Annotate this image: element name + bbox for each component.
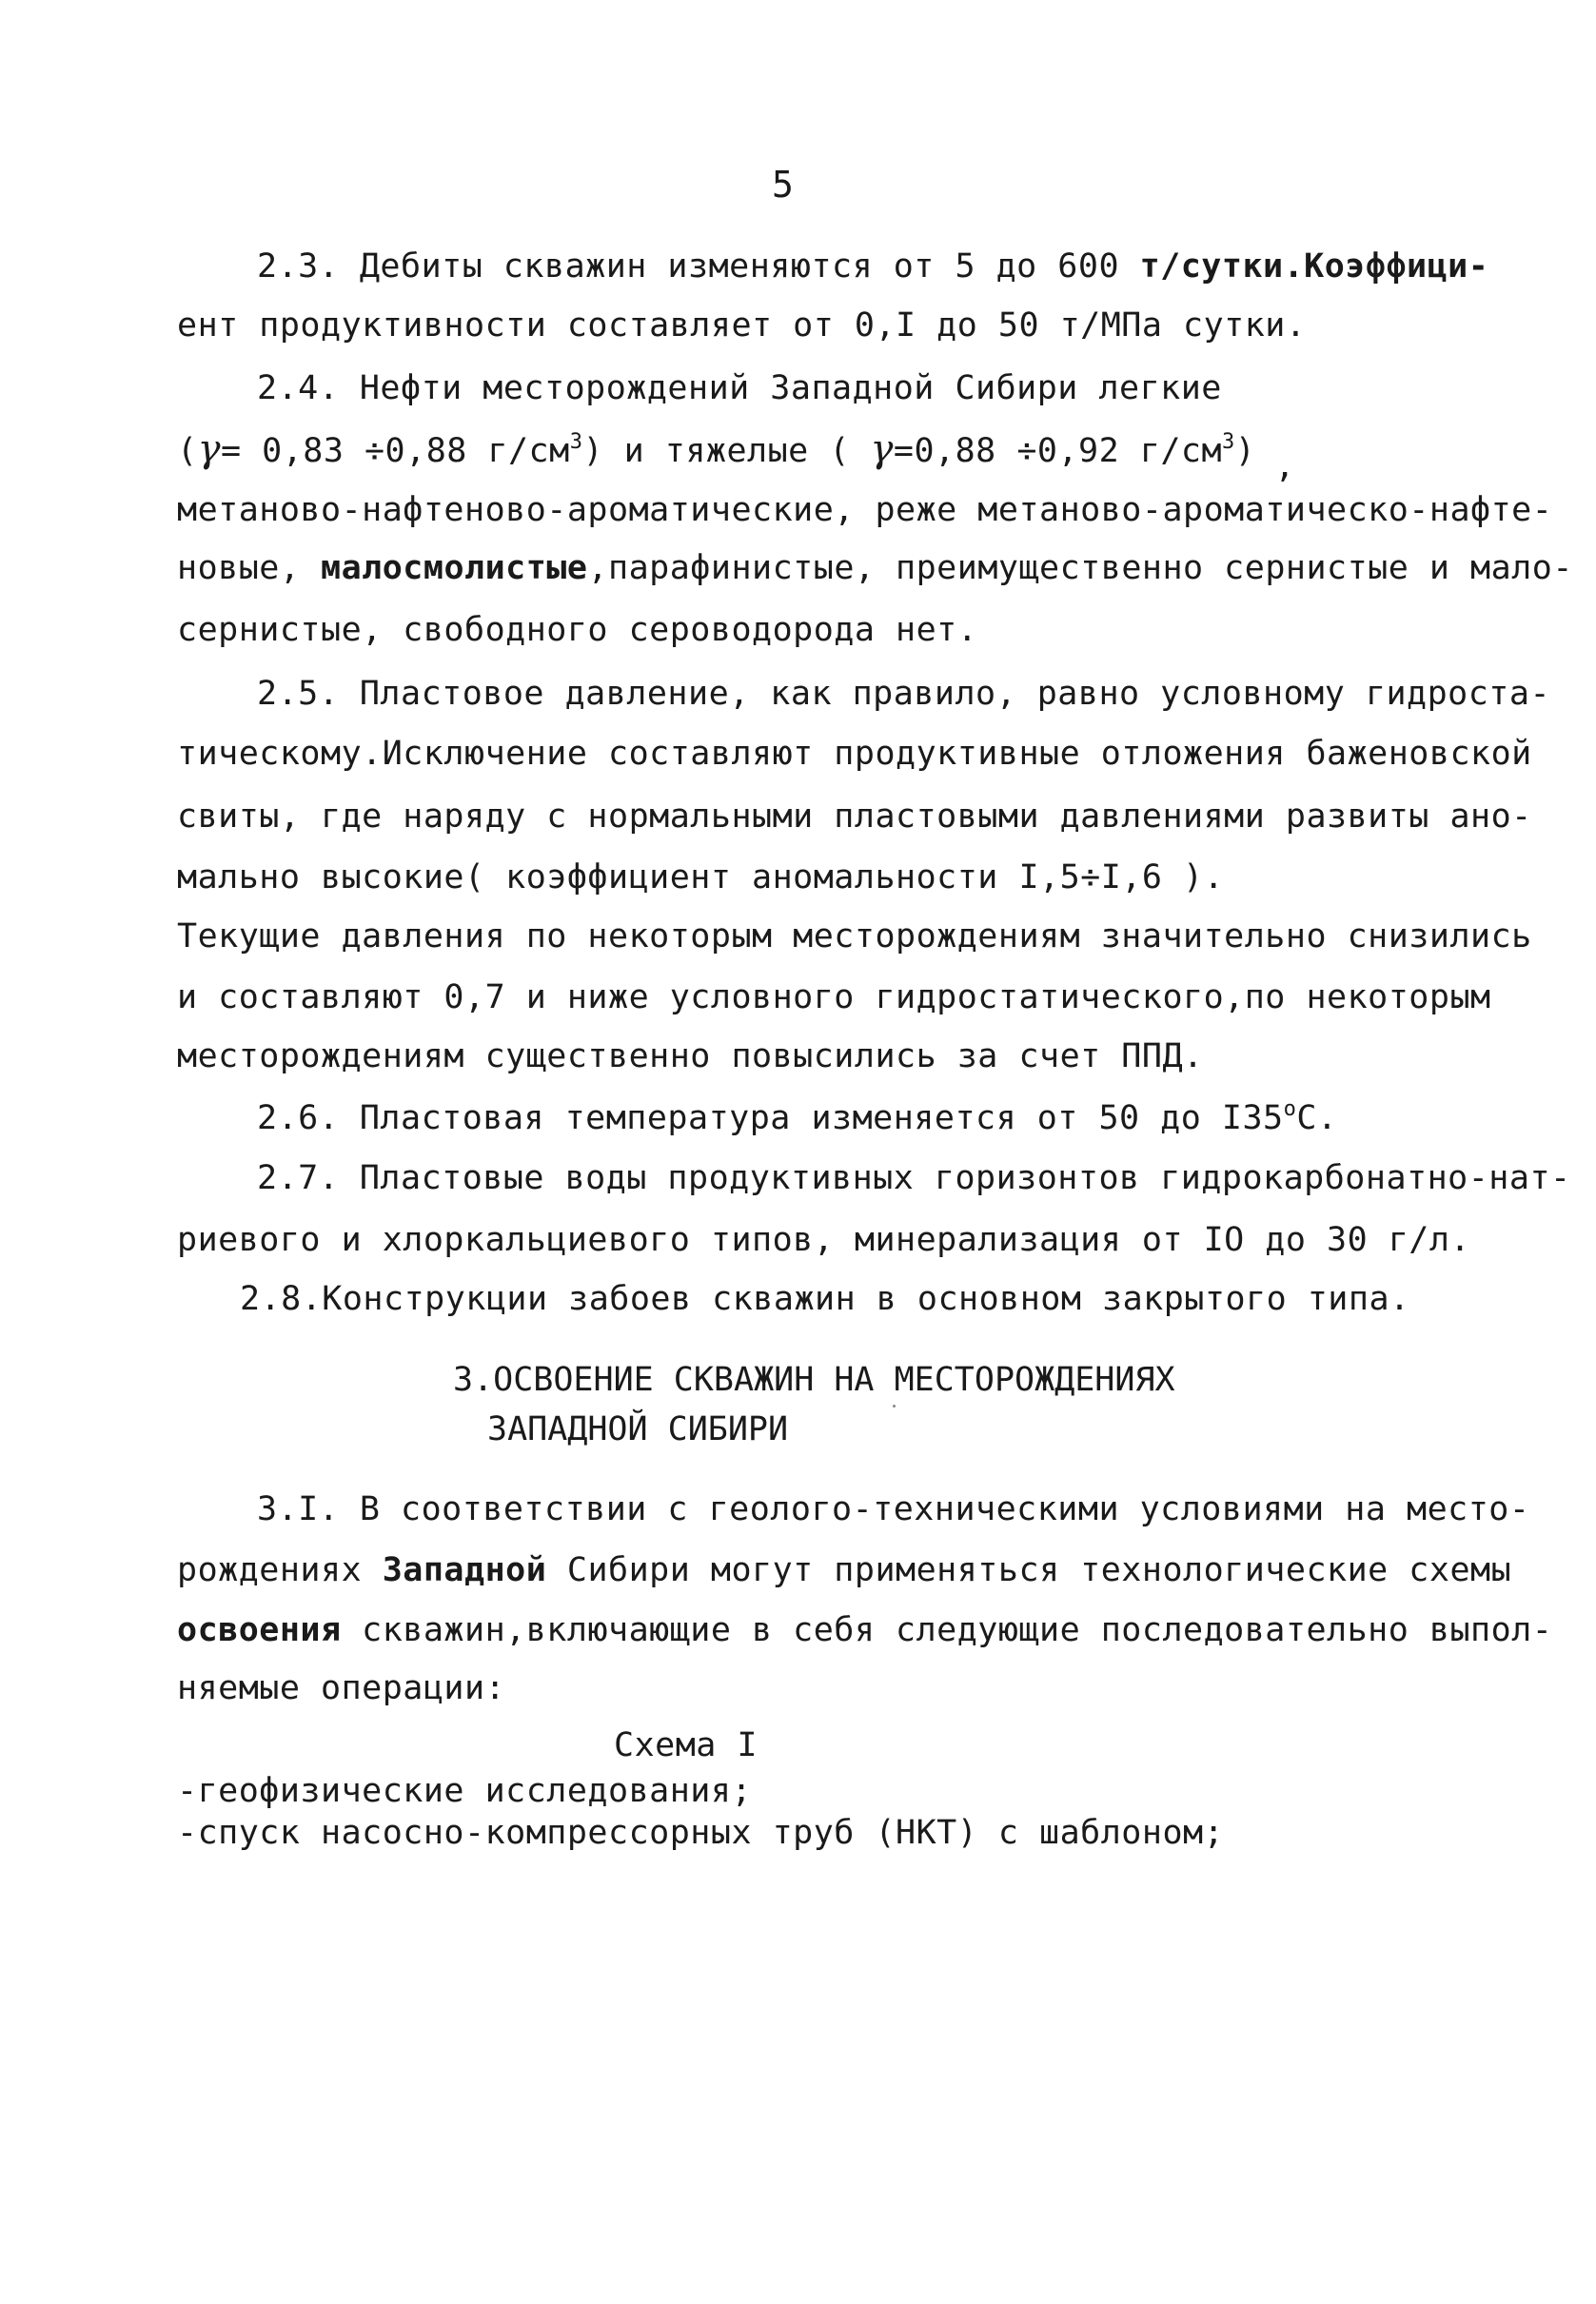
paragraph-2-4-line-3: метаново-нафтеново-ароматические, реже метаново-ароматическо-нафте- xyxy=(177,491,1553,529)
text-span-bold: освоения xyxy=(177,1611,342,1649)
page-number: 5 xyxy=(772,164,794,206)
section-3-heading-line-1: 3.ОСВОЕНИЕ СКВАЖИН НА МЕСТОРОЖДЕНИЯХ xyxy=(453,1361,1175,1399)
text-span: скважин,включающие в себя следующие последовательно выпол- xyxy=(341,1611,1553,1649)
text-span: С. xyxy=(1296,1099,1338,1137)
text-span: 2.6. Пластовая температура изменяется от 50 до I35 xyxy=(257,1099,1284,1137)
paragraph-2-3-line-1 xyxy=(257,246,1488,287)
text-span-bold: малосмолистые xyxy=(321,549,588,587)
paragraph-2-4-line-2 xyxy=(177,427,1295,485)
scan-speck xyxy=(893,1405,896,1408)
paragraph-2-5-line-1: 2.5. Пластовое давление, как правило, равно условному гидроста- xyxy=(257,675,1551,713)
paragraph-2-7-line-2: риевого и хлоркальциевого типов, минерализация от IO до 30 г/л. xyxy=(177,1221,1471,1259)
text-span: 2.3. Дебиты скважин изменяются от 5 до 600 xyxy=(257,247,1140,286)
paragraph-2-4-line-1: 2.4. Нефти месторождений Западной Сибири легкие xyxy=(257,369,1222,407)
text-span: = 0,83 ÷0,88 г/см xyxy=(220,432,570,470)
text-span: ) xyxy=(1234,432,1256,470)
text-span: ) и тяжелые ( xyxy=(582,432,850,470)
scheme-item: -геофизические исследования; xyxy=(177,1772,753,1810)
paragraph-3-1-line-1: 3.I. В соответствии с геолого-техническими условиями на место- xyxy=(257,1490,1530,1528)
paragraph-2-3-line-2: ент продуктивности составляет от 0,I до 50 т/МПа сутки. xyxy=(177,306,1307,345)
text-span: ,парафинистые, преимущественно сернистые и мало- xyxy=(587,549,1573,587)
paragraph-2-4-line-4 xyxy=(177,547,1573,589)
text-span: ( xyxy=(177,432,198,470)
gamma-symbol: γ xyxy=(870,427,894,471)
paragraph-2-5-line-4: мально высокие( коэффициент аномальности I,5÷I,6 ). xyxy=(177,858,1225,896)
paragraph-2-5-line-2: тическому.Исключение составляют продуктивные отложения баженовской xyxy=(177,735,1532,773)
paragraph-3-1-line-2 xyxy=(177,1549,1511,1591)
paragraph-3-1-line-4: няемые операции: xyxy=(177,1669,506,1707)
paragraph-2-7-line-1: 2.7. Пластовые воды продуктивных горизонтов гидрокарбонатно-нат- xyxy=(257,1159,1571,1197)
section-3-heading-line-2: ЗАПАДНОЙ СИБИРИ xyxy=(487,1410,789,1448)
text-span: Сибири могут применяться технологические схемы xyxy=(546,1551,1512,1589)
degree-symbol: o xyxy=(1283,1097,1297,1121)
text-span: рождениях xyxy=(177,1551,383,1589)
paragraph-3-1-line-3 xyxy=(177,1609,1552,1651)
paragraph-2-4-line-5: сернистые, свободного сероводорода нет. xyxy=(177,611,978,649)
text-span-bold: Западной xyxy=(382,1551,547,1589)
paragraph-2-5-line-3: свиты, где наряду с нормальными пластовыми давлениями развиты ано- xyxy=(177,798,1532,836)
text-span: , xyxy=(1274,447,1295,485)
superscript: 3 xyxy=(569,430,583,454)
scheme-title: Схема I xyxy=(614,1726,759,1764)
text-span-bold: т/сутки.Коэффици- xyxy=(1139,247,1489,286)
text-span: новые, xyxy=(177,549,322,587)
paragraph-2-8: 2.8.Конструкции забоев скважин в основном закрытого типа. xyxy=(240,1280,1410,1318)
paragraph-2-6 xyxy=(257,1097,1338,1139)
superscript: 3 xyxy=(1222,430,1235,454)
scheme-item: -спуск насосно-компрессорных труб (НКТ) с шаблоном; xyxy=(177,1814,1225,1852)
text-span: =0,88 ÷0,92 г/см xyxy=(893,432,1223,470)
paragraph-2-5-line-7: месторождениям существенно повысились за счет ППД. xyxy=(177,1037,1204,1075)
gamma-symbol: γ xyxy=(197,427,221,471)
paragraph-2-5-line-6: и составляют 0,7 и ниже условного гидростатического,по некоторым xyxy=(177,978,1491,1016)
paragraph-2-5-line-5: Текущие давления по некоторым месторождениям значительно снизились xyxy=(177,917,1532,955)
